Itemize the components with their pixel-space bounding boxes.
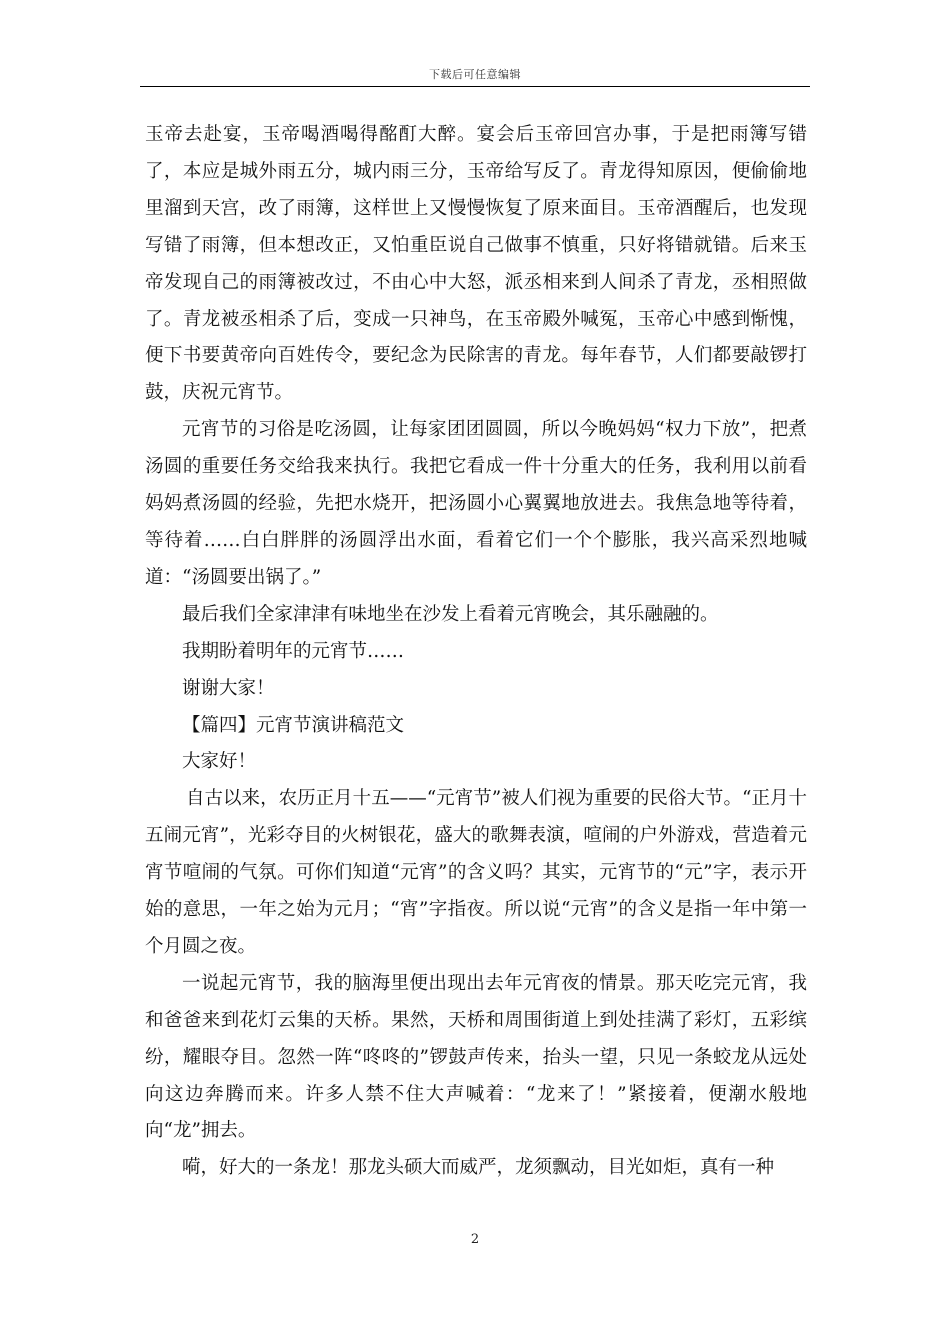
page-header: 下载后可任意编辑 <box>429 68 521 81</box>
paragraph-dragon: 嗬，好大的一条龙！那龙头硕大而威严，龙须飘动，目光如炬，真有一种 <box>182 1157 775 1179</box>
paragraph-greeting: 大家好！ <box>182 751 257 773</box>
page-number: 2 <box>470 1232 480 1247</box>
paragraph-evening-party: 最后我们全家津津有味地坐在沙发上看着元宵晚会，其乐融融的。 <box>182 603 719 625</box>
section-heading-part-four: 【篇四】元宵节演讲稿范文 <box>182 714 405 736</box>
paragraph-tangyuan: 元宵节的习俗是吃汤圆，让每家团团圆圆，所以今晚妈妈“权力下放”，把煮汤圆的重要任务交给我来执行。我把它看成一件十分重大的任务，我利用以前看妈妈煮汤圆的经验，先把水烧开，把汤圆小心翼翼地放进去。我焦急地等待着，等待着……白白胖胖的汤圆浮出水面，看着它们一个个膨胀，我兴高采烈地喊道：“汤圆要出锅了。” <box>145 419 807 588</box>
paragraph-meaning-of-yuanxiao: 自古以来，农历正月十五——“元宵节”被人们视为重要的民俗大节。“正月十五闹元宵”，光彩夺目的火树银花，盛大的歌舞表演，喧闹的户外游戏，营造着元宵节喧闹的气氛。可你们知道“元宵”的含义吗？其实，元宵节的“元”字，表示开始的意思，一年之始为元月；“宵”字指夜。所以说“元宵”的含义是指一年中第一个月圆之夜。 <box>145 788 807 957</box>
header-divider <box>140 86 810 87</box>
paragraph-thanks: 谢谢大家！ <box>182 677 275 699</box>
document-body <box>145 117 807 1187</box>
paragraph-looking-forward: 我期盼着明年的元宵节…… <box>182 640 405 662</box>
paragraph-legend-continued: 玉帝去赴宴，玉帝喝酒喝得酩酊大醉。宴会后玉帝回宫办事，于是把雨簿写错了，本应是城外雨五分，城内雨三分，玉帝给写反了。青龙得知原因，便偷偷地里溜到天宫，改了雨簿，这样世上又慢慢恢复了原来面目。玉帝酒醒后，也发现写错了雨簿，但本想改正，又怕重臣说自己做事不慎重，只好将错就错。后来玉帝发现自己的雨簿被改过，不由心中大怒，派丞相来到人间杀了青龙，丞相照做了。青龙被丞相杀了后，变成一只神鸟，在玉帝殿外喊冤，玉帝心中感到惭愧，便下书要黄帝向百姓传令，要纪念为民除害的青龙。每年春节，人们都要敲锣打鼓，庆祝元宵节。 <box>145 124 807 404</box>
paragraph-lantern-memory: 一说起元宵节，我的脑海里便出现出去年元宵夜的情景。那天吃完元宵，我和爸爸来到花灯云集的天桥。果然，天桥和周围街道上到处挂满了彩灯，五彩缤纷，耀眼夺目。忽然一阵“咚咚的”锣鼓声传来，抬头一望，只见一条蛟龙从远处向这边奔腾而来。许多人禁不住大声喊着：“龙来了！”紧接着，便潮水般地向“龙”拥去。 <box>145 972 807 1142</box>
